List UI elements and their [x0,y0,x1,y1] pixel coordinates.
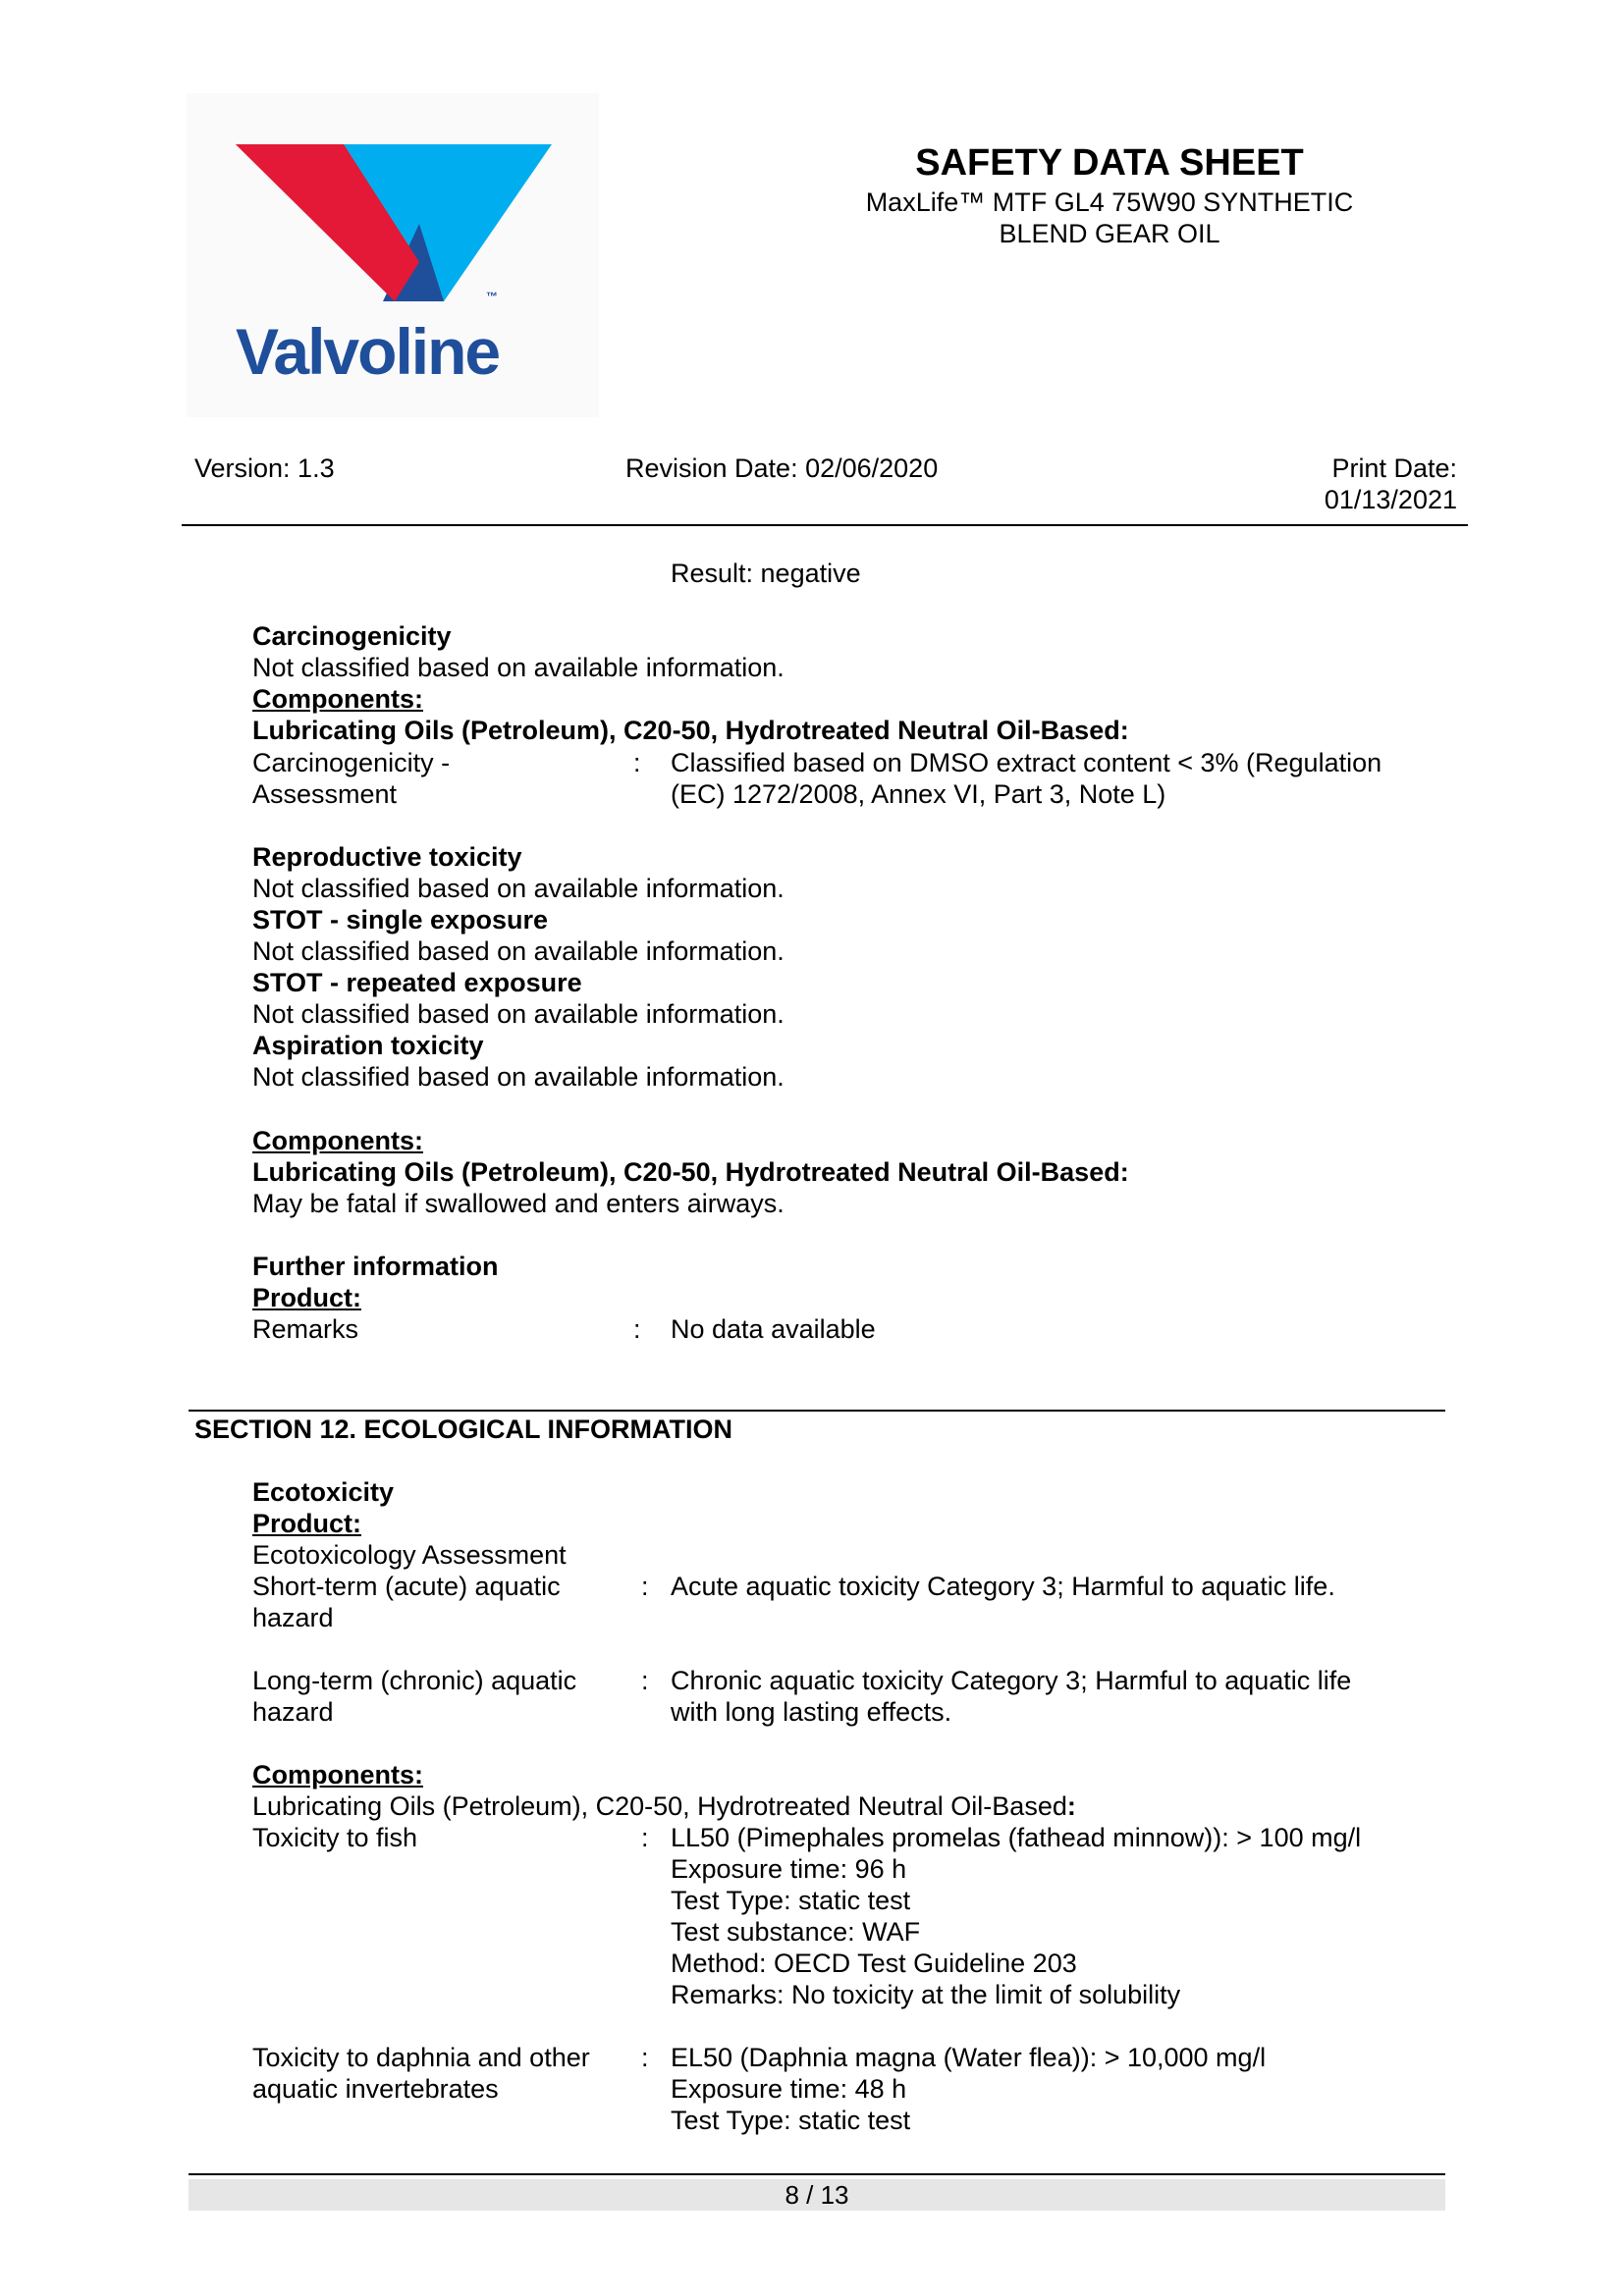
acute-hazard-colon: : [641,1572,649,1601]
aspiration-toxicity-heading: Aspiration toxicity [252,1031,484,1060]
daphnia-colon: : [641,2043,649,2072]
result-negative: Result: negative [671,559,861,588]
acute-hazard-label-2: hazard [252,1603,334,1632]
stot-single-heading: STOT - single exposure [252,905,549,934]
aspiration-component-text: May be fatal if swallowed and enters airways. [252,1189,785,1218]
footer-divider [189,2173,1445,2175]
remarks-colon: : [633,1314,641,1344]
eco-product-heading: Product: [252,1509,361,1538]
daphnia-value-2: Exposure time: 48 h [671,2074,907,2104]
fish-value-3: Test Type: static test [671,1886,911,1915]
fish-value-6: Remarks: No toxicity at the limit of solubility [671,1980,1181,2009]
carcinogenicity-heading: Carcinogenicity [252,621,452,651]
product-name-line1: MaxLife™ MTF GL4 75W90 SYNTHETIC [865,187,1354,217]
carc-assessment-label-2: Assessment [252,779,398,809]
aspiration-components-heading: Components: [252,1126,423,1155]
fish-value-2: Exposure time: 96 h [671,1854,907,1884]
header-divider [182,524,1468,526]
carc-assessment-value-1: Classified based on DMSO extract content < 3% (Regulation [671,748,1382,777]
eco-component-name-colon: : [1066,1791,1076,1821]
acute-hazard-label-1: Short-term (acute) aquatic [252,1572,561,1601]
daphnia-label-1: Toxicity to daphnia and other [252,2043,590,2072]
toxicity-to-fish-colon: : [641,1823,649,1852]
product-heading: Product: [252,1283,361,1312]
fish-value-1: LL50 (Pimephales promelas (fathead minnow)): > 100 mg/l [671,1823,1362,1852]
footer-bar [189,2179,1445,2211]
chronic-hazard-colon: : [641,1666,649,1695]
aspiration-toxicity-text: Not classified based on available information. [252,1062,785,1092]
logo-tm: ™ [486,290,498,303]
components-heading: Components: [252,684,423,714]
document-title: SAFETY DATA SHEET [915,142,1304,184]
logo-wordmark: Valvoline [236,315,500,388]
eco-components-heading: Components: [252,1760,423,1789]
print-date-value: 01/13/2021 [1324,485,1457,514]
print-date-label: Print Date: [1331,454,1457,483]
revision-date: Revision Date: 02/06/2020 [625,454,939,483]
carcinogenicity-text: Not classified based on available information. [252,653,785,682]
chronic-hazard-value-1: Chronic aquatic toxicity Category 3; Harmful to aquatic life [671,1666,1352,1695]
remarks-label: Remarks [252,1314,359,1344]
stot-repeated-heading: STOT - repeated exposure [252,968,582,997]
product-name-line2: BLEND GEAR OIL [999,219,1220,248]
carc-assessment-colon: : [633,748,641,777]
stot-single-text: Not classified based on available information. [252,936,785,966]
chronic-hazard-value-2: with long lasting effects. [671,1697,952,1727]
daphnia-value-1: EL50 (Daphnia magna (Water flea)): > 10,000 mg/l [671,2043,1267,2072]
stot-repeated-text: Not classified based on available information. [252,999,785,1029]
carc-assessment-label-1: Carcinogenicity - [252,748,451,777]
fish-value-5: Method: OECD Test Guideline 203 [671,1949,1077,1978]
section-12-divider [189,1410,1445,1412]
reproductive-toxicity-heading: Reproductive toxicity [252,842,522,872]
eco-component-name [252,1790,1076,1822]
component-name: Lubricating Oils (Petroleum), C20-50, Hydrotreated Neutral Oil-Based: [252,716,1129,745]
valvoline-logo [187,93,599,417]
acute-hazard-value: Acute aquatic toxicity Category 3; Harmful to aquatic life. [671,1572,1335,1601]
eco-component-name-text: Lubricating Oils (Petroleum), C20-50, Hydrotreated Neutral Oil-Based [252,1791,1067,1821]
daphnia-label-2: aquatic invertebrates [252,2074,499,2104]
ecotoxicity-heading: Ecotoxicity [252,1477,395,1507]
version-label: Version: 1.3 [194,454,335,483]
ecotoxicology-assessment: Ecotoxicology Assessment [252,1540,567,1570]
section-12-title: SECTION 12. ECOLOGICAL INFORMATION [194,1415,733,1444]
remarks-value: No data available [671,1314,876,1344]
chronic-hazard-label-2: hazard [252,1697,334,1727]
further-information-heading: Further information [252,1252,499,1281]
chronic-hazard-label-1: Long-term (chronic) aquatic [252,1666,577,1695]
carc-assessment-value-2: (EC) 1272/2008, Annex VI, Part 3, Note L) [671,779,1166,809]
page-number: 8 / 13 [785,2180,849,2210]
daphnia-value-3: Test Type: static test [671,2106,911,2135]
toxicity-to-fish-label: Toxicity to fish [252,1823,418,1852]
aspiration-component-name: Lubricating Oils (Petroleum), C20-50, Hydrotreated Neutral Oil-Based: [252,1157,1129,1187]
fish-value-4: Test substance: WAF [671,1917,921,1947]
reproductive-toxicity-text: Not classified based on available information. [252,874,785,903]
